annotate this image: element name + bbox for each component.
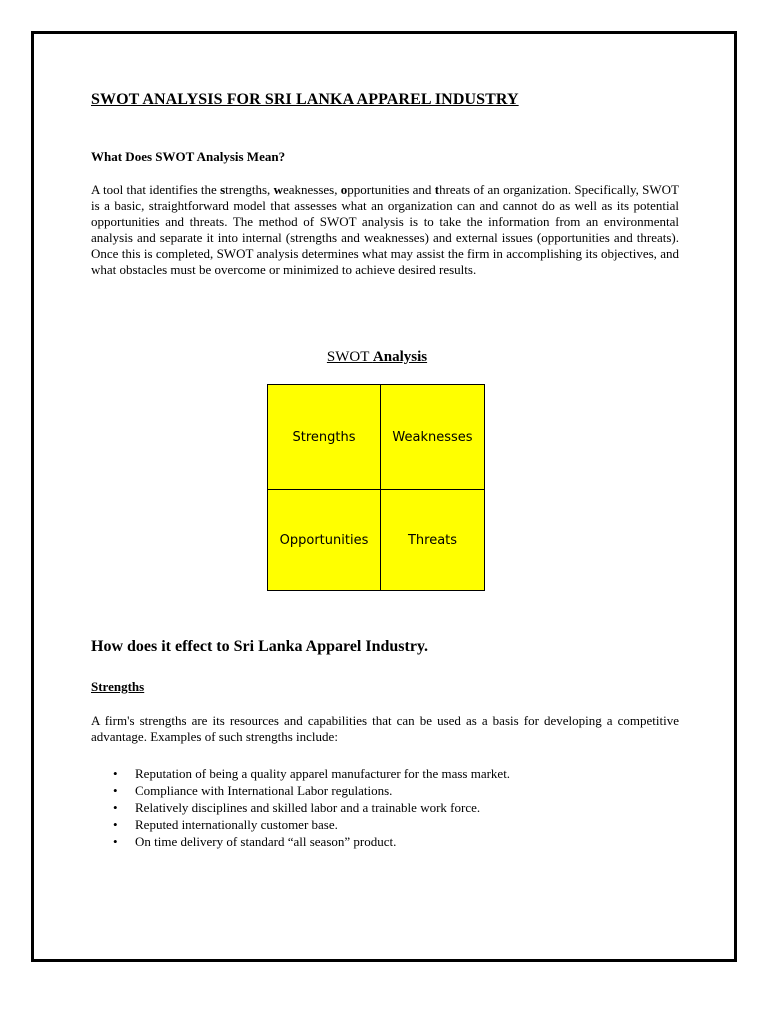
swot-cell-weaknesses: Weaknesses: [380, 385, 484, 489]
section-heading-swot-meaning: What Does SWOT Analysis Mean?: [91, 149, 286, 164]
swot-cell-threats: Threats: [380, 489, 484, 590]
swot-definition-paragraph: A tool that identifies the strengths, weaknesses, opportunities and threats of an organization. Specifically, SWOT is a basic, straightforward model that assesses what an organization can and cannot do as well as its potential opportunities and threats. The method of SWOT analysis is to take the information from an environmental analysis and separate it into internal (strengths and weaknesses) and external issues (opportunities and threats). Once this is completed, SWOT analysis determines what may assist the firm in accomplishing its objectives, and what obstacles must be overcome or minimized to achieve desired results.: [91, 182, 679, 277]
swot-cell-opportunities: Opportunities: [268, 489, 380, 590]
swot-diagram-title: SWOT Analysis: [326, 349, 428, 365]
list-item: • Reputation of being a quality apparel manufacturer for the mass market.: [135, 765, 510, 782]
list-item: • On time delivery of standard “all season” product.: [135, 833, 510, 850]
list-item: • Compliance with International Labor regulations.: [135, 782, 510, 799]
strengths-paragraph: A firm's strengths are its resources and capabilities that can be used as a basis for developing a competitive advantage. Examples of such strengths include:: [91, 713, 679, 744]
list-item: • Relatively disciplines and skilled labor and a trainable work force.: [135, 799, 510, 816]
swot-cell-strengths: Strengths: [292, 429, 356, 445]
list-item: • Reputed internationally customer base.: [135, 816, 510, 833]
strengths-list: [113, 765, 510, 850]
section-heading-industry-effect: How does it effect to Sri Lanka Apparel Industry.: [91, 638, 429, 655]
strengths-heading: Strengths: [91, 679, 145, 694]
swot-diagram: [267, 384, 485, 591]
document-title: SWOT ANALYSIS FOR SRI LANKA APPAREL INDUSTRY: [91, 91, 519, 108]
